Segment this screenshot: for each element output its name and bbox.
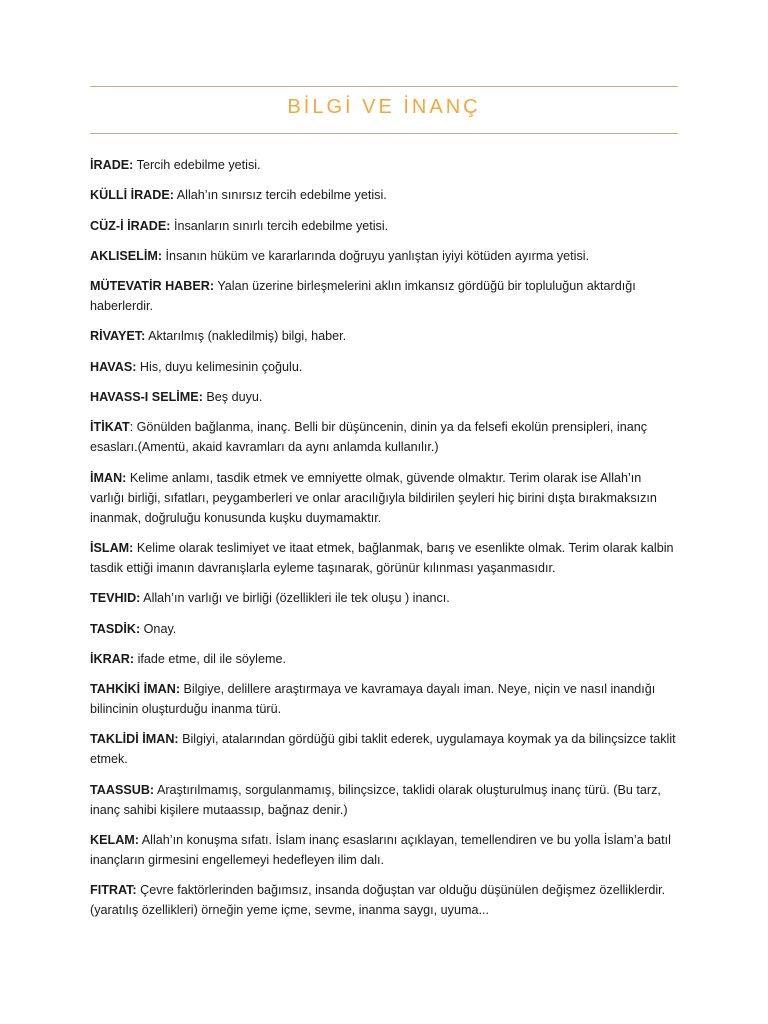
entry-term: TEVHID: [90,591,141,606]
entry-definition: İnsanların sınırlı tercih edebilme yetisi. [170,218,389,233]
glossary-entry [90,185,678,205]
glossary-entry [90,880,678,920]
glossary-entry [90,679,678,719]
entry-definition: Onay. [140,621,177,636]
entry-term: FITRAT: [90,883,137,898]
glossary-entry [90,538,678,578]
entry-definition: Beş duyu. [202,390,263,405]
glossary-entry [90,619,678,639]
entry-definition: His, duyu kelimesinin çoğulu. [136,359,303,374]
entry-term: HAVAS: [90,359,137,374]
entry-term: TAKLİDİ İMAN: [90,732,179,747]
entry-term: İTİKAT [90,420,130,435]
entry-term: KELAM: [90,833,139,848]
entry-term: RİVAYET: [90,329,146,344]
glossary-entry [90,588,678,608]
glossary-entry [90,417,678,457]
entry-term: CÜZ-İ İRADE: [90,218,171,233]
title-rule-top [90,86,678,87]
page-title: BİLGİ VE İNANÇ [287,96,481,118]
entry-definition: Yalan üzerine birleşmelerini aklın imkansız gördüğü bir topluluğun aktardığı haberlerdir. [90,279,636,314]
glossary-entry [90,468,678,528]
glossary-entry [90,649,678,669]
glossary-entry [90,276,678,316]
entry-definition: Allah’ın konuşma sıfatı. İslam inanç esaslarını açıklayan, temellendiren ve bu yolla İslam’a batıl inançların girmesini engellemeyi hedefleyen ilim dalı. [90,833,671,868]
entry-definition: ifade etme, dil ile söyleme. [134,651,286,666]
glossary-entry [90,387,678,407]
entry-term: İMAN: [90,470,127,485]
glossary-entry [90,780,678,820]
glossary-entry [90,326,678,346]
entry-term: TAASSUB: [90,782,155,797]
title-rule-bottom [90,133,678,134]
glossary-entry [90,729,678,769]
entry-definition: İnsanın hüküm ve kararlarında doğruyu yanlıştan iyiyi kötüden ayırma yetisi. [162,248,590,263]
entry-definition: : Gönülden bağlanma, inanç. Belli bir düşüncenin, dinin ya da felsefi ekolün prensipleri, inanç esasları.(Amentü, akaid kavramları da aynı anlamda kullanılır.) [90,420,648,455]
entry-definition: Allah’ın varlığı ve birliği (özellikleri ile tek oluşu ) inancı. [140,591,450,606]
glossary-entry [90,246,678,266]
entry-definition: Araştırılmamış, sorgulanmamış, bilinçsizce, taklidi olarak oluşturulmuş inanç türü. (Bu tarz, inanç sahibi kişilere mutaassıp, bağnaz denir.) [90,782,661,817]
entry-term: İRADE: [90,158,134,172]
entry-term: TAHKİKİ İMAN: [90,682,181,697]
glossary-entry [90,830,678,870]
entry-definition: Kelime anlamı, tasdik etmek ve emniyette olmak, güvende olmaktır. Terim olarak ise Allah’ın varlığı birliği, sıfatları, peygamberleri ve onlar aracılığıyla bildirilen şeyleri hiç birini dışta bırakmaksızın inanmak, doğruluğu konusunda kuşku duymamaktır. [90,470,657,525]
entry-definition: Bilgiye, delillere araştırmaya ve kavramaya dayalı iman. Neye, niçin ve nasıl inandığı bilincinin oluşturduğu inanma türü. [90,682,656,717]
entry-term: HAVASS-I SELİME: [90,390,203,405]
entry-term: MÜTEVATİR HABER: [90,279,215,294]
glossary-list [90,155,678,931]
glossary-entry [90,155,678,175]
entry-definition: Allah’ın sınırsız tercih edebilme yetisi. [173,188,387,203]
entry-definition: Çevre faktörlerinden bağımsız, insanda doğuştan var olduğu düşünülen değişmez özelliklerdir. (yaratılış özellikleri) örneğin yeme içme, sevme, inanma saygı, uyuma... [90,883,666,918]
glossary-entry [90,216,678,236]
entry-term: AKLISELİM: [90,248,163,263]
entry-term: İSLAM: [90,540,134,555]
entry-definition: Kelime olarak teslimiyet ve itaat etmek, bağlanmak, barış ve esenlikte olmak. Terim olarak kalbin tasdik ettiği imanın davranışlarla eyleme taşınarak, görünür kılınması yaşanmasıdır. [90,540,674,575]
glossary-entry [90,357,678,377]
entry-term: TASDİK: [90,621,141,636]
entry-term: KÜLLİ İRADE: [90,188,174,203]
entry-definition: Aktarılmış (nakledilmiş) bilgi, haber. [145,329,347,344]
entry-term: İKRAR: [90,651,135,666]
entry-definition: Bilgiyi, atalarından gördüğü gibi taklit ederek, uygulamaya koymak ya da bilinçsizce taklit etmek. [90,732,676,767]
entry-definition: Tercih edebilme yetisi. [133,158,261,172]
